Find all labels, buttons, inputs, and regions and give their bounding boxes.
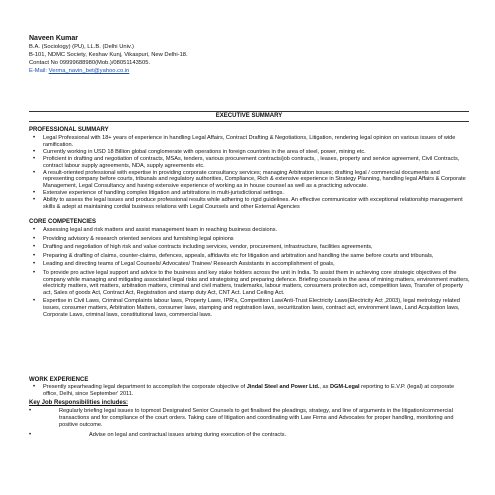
executive-summary-title: EXECUTIVE SUMMARY: [215, 113, 283, 119]
work-experience-heading: WORK EXPERIENCE: [29, 377, 89, 383]
list-item: • Currently working in USD 18 Billion global conglomerate with operations in foreign countries in the area of steel, power, mining etc.: [33, 148, 366, 155]
summary-top-rule: [29, 111, 469, 112]
core-competencies-list: [29, 227, 470, 318]
bullet-icon: •: [33, 169, 36, 176]
work-experience-text: [29, 384, 470, 398]
professional-summary-list: [29, 135, 470, 211]
bullet-icon: •: [29, 408, 32, 414]
list-item: • Legal Professional with 18+ years of experience in handling Legal Affairs, Contract Drafting & Negotiations, Litigation, rendering legal opinion on various issues of wide ramification.: [33, 135, 456, 148]
bullet-icon: •: [33, 235, 36, 242]
bullet-icon: •: [33, 135, 36, 141]
core-competencies-heading: CORE COMPETENCIES: [29, 219, 97, 225]
list-item: • To provide pro active legal support and advice to the business and key stake holders across the unit in India. To assist them in achieving core strategic objectives of the company while managing and mitigating associated legal risks and strategising and preparing defence. Briefing counsels in the area of mining matters, environment matters, electricity matters, writ matters, arbitration matters, criminal and civil matters, trademarks, labour matters, consumers protection act, competition laws, Transfer of property act, Sales of goods Act, Contract Act, Registration and stamp duty Act, CNT Act. Land Ceiling Act.: [33, 269, 470, 296]
bullet-icon: •: [33, 155, 36, 162]
list-item: • Advise on legal and contractual issues arising during execution of the contracts.: [29, 431, 287, 438]
email-line: [29, 68, 129, 76]
candidate-name: Naveen Kumar: [29, 35, 79, 42]
designation: DGM-Legal: [330, 384, 360, 390]
list-item: • Proficient in drafting and negotiation of contracts, MSAs, tenders, various procurement contracts/job contracts, , leases, property and service agreement, Civil Contracts, contract labour supply agreements, NDA, supply agreements etc.: [33, 155, 460, 169]
email-label: E-Mail:: [29, 68, 48, 74]
list-item: • Extensive experience of handling complex litigation and arbitrations in multi-jurisdictional settings.: [33, 190, 284, 197]
list-item: • Ability to assess the legal issues and produce professional results while adhering to rigid guidelines. An effective communicator with exceptional relationship management skills & adept at maintaining cordial business relations with Legal Counsels and other External Agencies: [33, 197, 463, 211]
responsibilities-heading: Key Job Responsibilities includes:: [29, 400, 129, 406]
bullet-icon: •: [33, 261, 36, 268]
professional-summary-heading: PROFESSIONAL SUMMARY: [29, 127, 109, 133]
summary-bottom-rule: [29, 121, 469, 122]
list-item: • Drafting and negotiation of high risk and value contracts including services, vendor, procurement, infrastructure, facilities agreements,: [33, 244, 373, 251]
list-item: • Leading and directing teams of Legal Counsels/ Advocates/ Trainee/ Research Assistants in accomplishment of goals,: [33, 261, 335, 268]
bullet-icon: •: [33, 148, 36, 155]
list-item: • A result-oriented professional with expertise in providing corporate consultancy services; managing Arbitration issues; drafting legal / commercial documents and representing company before courts, tribunals and regulatory authorities, Compliance, Rich & extensive experience in Strategy Planning, handling legal Affairs & Corporate Management, Legal Consultancy and having extensive experience of working as in house counsel as well as a practicing advocate.: [33, 169, 466, 190]
list-item: • Preparing & drafting of claims, counter-claims, defences, appeals, affidavits etc for litigation and arbitration and handling the same before courts and tribunals,: [33, 252, 434, 259]
bullet-icon: •: [33, 384, 36, 390]
education-line: B.A. (Sociology) (PU), LL.B. (Delhi Univ.): [29, 44, 134, 50]
bullet-icon: •: [33, 227, 36, 233]
bullet-icon: •: [33, 269, 36, 276]
responsibilities-list: [29, 408, 470, 439]
bullet-icon: •: [33, 197, 36, 204]
bullet-icon: •: [33, 252, 36, 259]
list-item: • Presently spearheading legal department to accomplish the corporate objective of Jindal Steel and Power Ltd., as DGM-Legal reporting to E.V.P. (legal) at corporate office, Delhi, since September' 2011.: [33, 384, 455, 397]
address-line: B-101, NDMC Society, Keshav Kunj, Vikaspuri, New Delhi-18.: [29, 52, 188, 58]
list-item: • Expertise in Civil Laws, Criminal Complaints labour laws, Property Laws, IPR's, Competition Law/Anti-Trust Electricity Laws(Electricity Act ,2003), legal metrology related issues, consumer matters, Arbitration Matters, consumer laws, stamping and registration laws, securitization laws, contract act, environment laws, Land Acquisition laws, Corporate Laws, criminal laws, constitutional laws, commercial laws.: [33, 298, 460, 318]
email-link[interactable]: Verma_navin_bet@yahoo.co.in: [48, 68, 130, 74]
bullet-icon: •: [29, 431, 32, 438]
bullet-icon: •: [33, 298, 36, 305]
company-name: Jindal Steel and Power Ltd.: [246, 384, 320, 390]
contact-line: Contact No 09999688980(Mob.)/08051143505.: [29, 60, 151, 66]
list-item: • Assessing legal and risk matters and assist management team in reaching business decisions.: [33, 227, 278, 233]
list-item: • Providing advisory & research oriented services and furnishing legal opinions: [33, 235, 234, 242]
list-item: • Regularly briefing legal issues to topmost Designated Senior Counsels to get finalised the pleadings, strategy, and line of arguments in the litigation/commercial transactions and for compliance of the court orders. Taking care of litigation and coordinating with Law Firms and Advocates for proper handling, monitoring and positive outcome.: [29, 408, 454, 428]
bullet-icon: •: [33, 190, 36, 197]
bullet-icon: •: [33, 244, 36, 251]
